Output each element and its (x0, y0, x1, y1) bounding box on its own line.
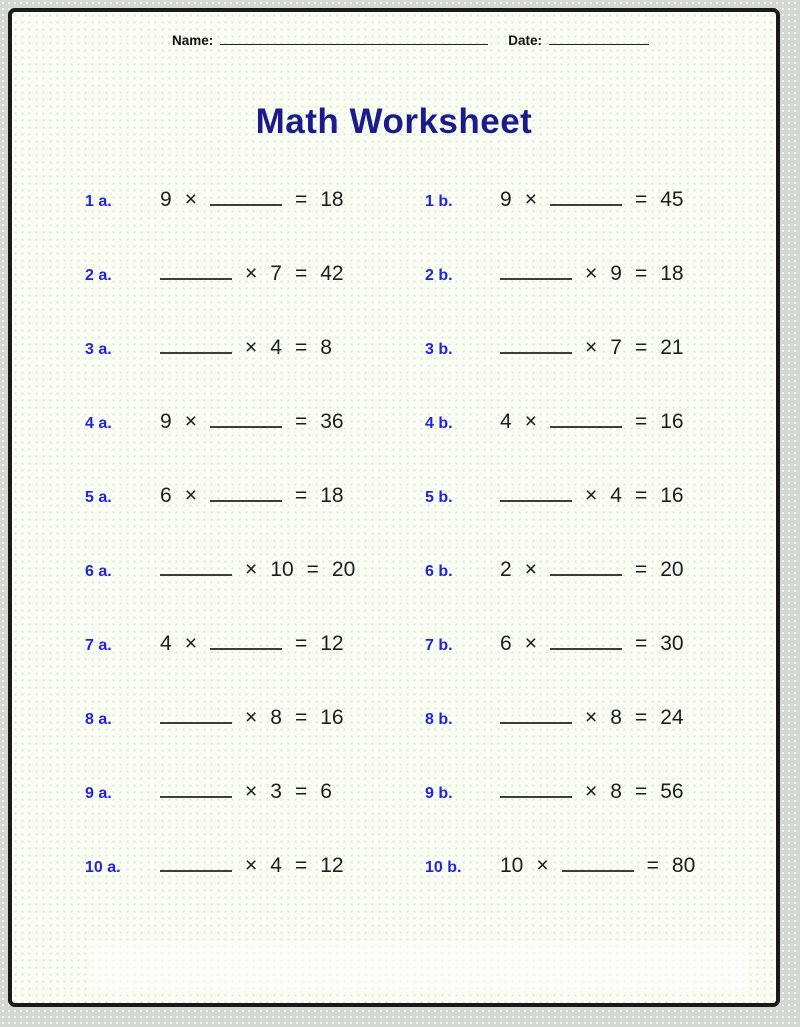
answer-blank (160, 337, 232, 354)
equals-sign: = (294, 188, 308, 211)
factor-text: 10 (270, 558, 294, 581)
result-text: 24 (660, 706, 684, 729)
equation (500, 262, 684, 286)
equation (500, 558, 684, 582)
result-text: 18 (660, 262, 684, 285)
equation (160, 706, 344, 730)
problem-b (425, 854, 760, 878)
factor-text: 6 (160, 484, 172, 507)
equals-sign: = (294, 336, 308, 359)
result-text: 16 (660, 484, 684, 507)
problem-a (85, 706, 425, 730)
factor-text: 10 (500, 854, 524, 877)
equation (160, 632, 344, 656)
problem-a (85, 854, 425, 878)
times-sign: × (245, 262, 258, 285)
times-sign: × (585, 780, 598, 803)
equation (500, 336, 684, 360)
problem-label: 8 a. (85, 711, 112, 728)
factor-text: 2 (500, 558, 512, 581)
result-text: 30 (660, 632, 684, 655)
result-text: 6 (320, 780, 332, 803)
answer-blank (500, 485, 572, 502)
answer-blank (500, 337, 572, 354)
times-sign: × (585, 336, 598, 359)
equation (160, 336, 332, 360)
result-text: 45 (660, 188, 684, 211)
equation (500, 410, 684, 434)
times-sign: × (245, 854, 258, 877)
problem-row (85, 533, 760, 607)
problem-row (85, 163, 760, 237)
times-sign: × (585, 484, 598, 507)
times-sign: × (245, 780, 258, 803)
answer-blank (210, 411, 282, 428)
problem-label: 9 b. (425, 785, 453, 802)
equation (500, 632, 684, 656)
equals-sign: = (294, 706, 308, 729)
problem-b (425, 484, 760, 508)
problem-label: 9 a. (85, 785, 112, 802)
factor-text: 8 (610, 706, 622, 729)
times-sign: × (524, 188, 537, 211)
answer-blank (210, 485, 282, 502)
problem-row (85, 681, 760, 755)
factor-text: 9 (500, 188, 512, 211)
equals-sign: = (294, 262, 308, 285)
answer-blank (550, 411, 622, 428)
equation (160, 484, 344, 508)
factor-text: 7 (270, 262, 282, 285)
problem-row (85, 755, 760, 829)
problem-row (85, 385, 760, 459)
times-sign: × (585, 262, 598, 285)
answer-blank (210, 189, 282, 206)
problem-label: 10 a. (85, 859, 121, 876)
answer-blank (562, 855, 634, 872)
problem-a (85, 262, 425, 286)
answer-blank (550, 189, 622, 206)
equals-sign: = (634, 262, 648, 285)
equals-sign: = (634, 706, 648, 729)
times-sign: × (184, 410, 197, 433)
result-text: 20 (660, 558, 684, 581)
problem-label: 3 b. (425, 341, 453, 358)
equation (500, 706, 684, 730)
equation (500, 854, 695, 878)
problem-label: 3 a. (85, 341, 112, 358)
answer-blank (160, 707, 232, 724)
times-sign: × (184, 188, 197, 211)
problem-a (85, 188, 425, 212)
times-sign: × (184, 484, 197, 507)
equals-sign: = (634, 632, 648, 655)
result-text: 16 (660, 410, 684, 433)
equals-sign: = (634, 558, 648, 581)
problem-a (85, 336, 425, 360)
problem-label: 1 a. (85, 193, 112, 210)
equation (160, 262, 344, 286)
result-text: 12 (320, 632, 344, 655)
equation (160, 410, 344, 434)
answer-blank (550, 559, 622, 576)
result-text: 80 (671, 854, 696, 877)
problem-row (85, 237, 760, 311)
problem-a (85, 410, 425, 434)
factor-text: 8 (610, 780, 622, 803)
factor-text: 4 (500, 410, 512, 433)
factor-text: 9 (160, 410, 172, 433)
answer-blank (500, 707, 572, 724)
times-sign: × (524, 410, 537, 433)
problem-a (85, 632, 425, 656)
factor-text: 7 (610, 336, 622, 359)
times-sign: × (245, 558, 258, 581)
result-text: 21 (660, 336, 684, 359)
times-sign: × (524, 558, 537, 581)
problem-row (85, 607, 760, 681)
problem-b (425, 706, 760, 730)
equation (160, 558, 355, 582)
problem-b (425, 780, 760, 804)
problem-row (85, 829, 760, 903)
factor-text: 6 (500, 632, 512, 655)
problem-b (425, 632, 760, 656)
equation (160, 854, 344, 878)
equation (500, 188, 684, 212)
times-sign: × (536, 854, 549, 877)
problem-label: 6 b. (425, 563, 453, 580)
factor-text: 4 (610, 484, 622, 507)
factor-text: 4 (270, 336, 282, 359)
problem-row (85, 311, 760, 385)
times-sign: × (184, 632, 197, 655)
factor-text: 3 (270, 780, 282, 803)
times-sign: × (245, 706, 258, 729)
problem-label: 6 a. (85, 563, 112, 580)
equals-sign: = (646, 854, 659, 877)
factor-text: 4 (160, 632, 172, 655)
equals-sign: = (634, 780, 648, 803)
result-text: 42 (320, 262, 344, 285)
factor-text: 8 (270, 706, 282, 729)
equation (160, 188, 344, 212)
result-text: 20 (331, 558, 356, 581)
answer-blank (160, 559, 232, 576)
problem-label: 5 b. (425, 489, 453, 506)
problem-b (425, 410, 760, 434)
times-sign: × (524, 632, 537, 655)
problem-a (85, 558, 425, 582)
answer-blank (160, 263, 232, 280)
equals-sign: = (306, 558, 319, 581)
problem-b (425, 558, 760, 582)
times-sign: × (585, 706, 598, 729)
factor-text: 9 (160, 188, 172, 211)
equals-sign: = (294, 484, 308, 507)
worksheet-title: Math Worksheet (255, 102, 533, 141)
problem-row (85, 459, 760, 533)
answer-blank (160, 855, 232, 872)
equals-sign: = (634, 336, 648, 359)
equals-sign: = (294, 854, 308, 877)
name-label: Name: (172, 33, 214, 48)
result-text: 18 (320, 484, 344, 507)
answer-blank (550, 633, 622, 650)
equals-sign: = (634, 410, 648, 433)
result-text: 36 (320, 410, 344, 433)
times-sign: × (245, 336, 258, 359)
result-text: 16 (320, 706, 344, 729)
problem-label: 4 a. (85, 415, 112, 432)
problem-label: 7 a. (85, 637, 112, 654)
answer-blank (160, 781, 232, 798)
date-label: Date: (508, 33, 543, 48)
problem-label: 7 b. (425, 637, 453, 654)
worksheet-page (8, 8, 780, 1007)
equals-sign: = (634, 188, 648, 211)
problem-label: 10 b. (425, 859, 462, 876)
equals-sign: = (294, 780, 308, 803)
problem-b (425, 188, 760, 212)
equals-sign: = (634, 484, 648, 507)
problem-label: 2 b. (425, 267, 453, 284)
result-text: 8 (320, 336, 332, 359)
result-text: 18 (320, 188, 344, 211)
name-blank-line (220, 32, 488, 45)
problem-label: 5 a. (85, 489, 112, 506)
answer-blank (210, 633, 282, 650)
problem-a (85, 780, 425, 804)
problem-a (85, 484, 425, 508)
factor-text: 4 (270, 854, 282, 877)
equation (500, 780, 684, 804)
problems-grid (85, 163, 760, 903)
equals-sign: = (294, 632, 308, 655)
problem-label: 8 b. (425, 711, 453, 728)
answer-blank (500, 263, 572, 280)
problem-label: 2 a. (85, 267, 112, 284)
result-text: 12 (320, 854, 344, 877)
result-text: 56 (660, 780, 684, 803)
equation (500, 484, 684, 508)
equation (160, 780, 332, 804)
answer-blank (500, 781, 572, 798)
problem-b (425, 336, 760, 360)
factor-text: 9 (610, 262, 622, 285)
header (172, 32, 649, 48)
date-blank-line (549, 32, 649, 45)
equals-sign: = (294, 410, 308, 433)
bottom-highlight (90, 941, 748, 991)
problem-b (425, 262, 760, 286)
problem-label: 1 b. (425, 193, 453, 210)
problem-label: 4 b. (425, 415, 453, 432)
